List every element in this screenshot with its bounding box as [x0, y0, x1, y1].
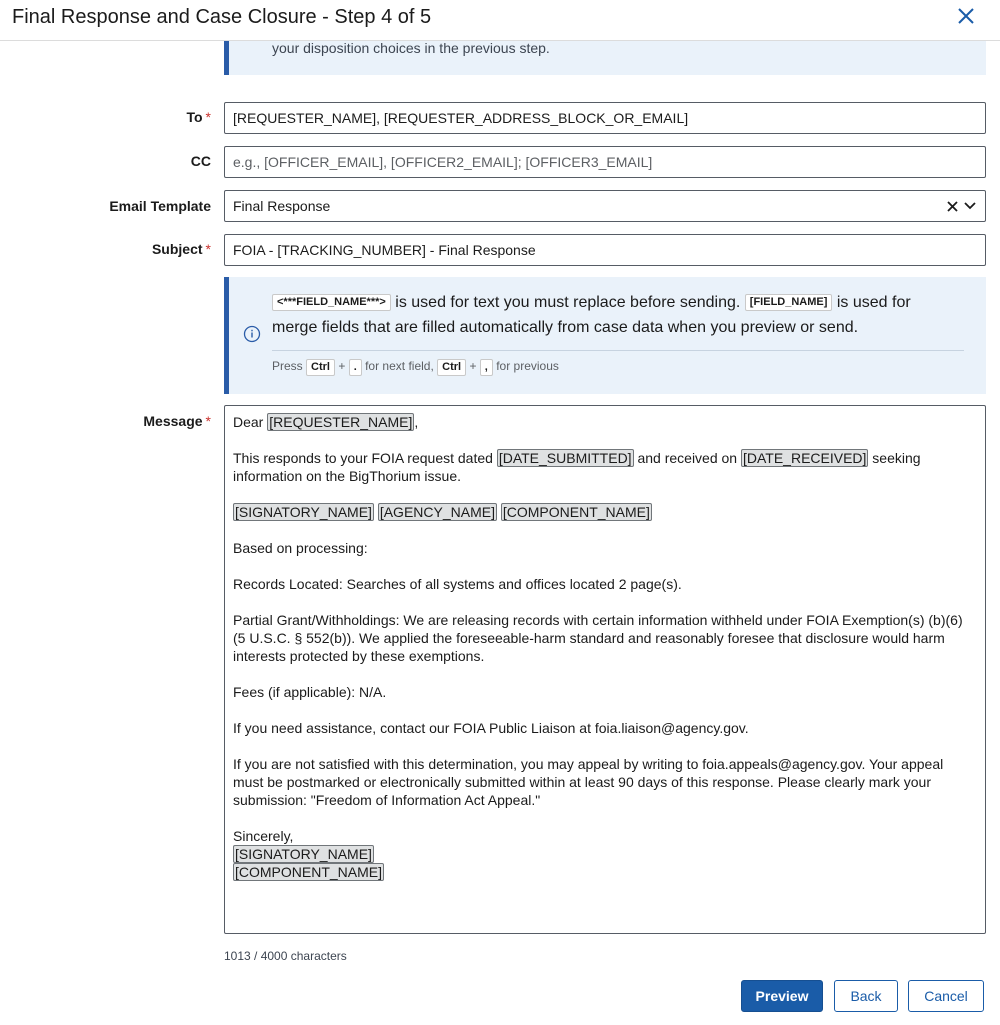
- divider: [272, 350, 964, 351]
- close-icon: [956, 6, 976, 26]
- message-greeting: Dear [REQUESTER_NAME] ,: [233, 414, 419, 430]
- info-icon: [243, 325, 261, 343]
- required-marker: *: [205, 413, 211, 429]
- dialog-header: [0, 0, 1000, 41]
- kbd-period: .: [349, 359, 362, 376]
- email-template-value: Final Response: [233, 198, 331, 214]
- message-paragraph: This responds to your FOIA request dated [DATE_SUBMITTED] and received on [DATE_RECEIVED] seeking information on the BigThorium issue.: [233, 450, 921, 484]
- disposition-alert: [224, 41, 986, 75]
- kbd-ctrl: Ctrl: [437, 359, 466, 376]
- merge-field[interactable]: [DATE_SUBMITTED]: [498, 450, 632, 466]
- message-paragraph: Based on processing:: [233, 540, 368, 556]
- merge-field[interactable]: [COMPONENT_NAME]: [235, 864, 383, 880]
- info-line-1: <***FIELD_NAME***> is used for text you must replace before sending. [FIELD_NAME] is used for: [272, 294, 911, 312]
- message-label: Message *: [143, 413, 211, 429]
- merge-token: [FIELD_NAME]: [745, 294, 833, 311]
- message-paragraph: Records Located: Searches of all systems and offices located 2 page(s).: [233, 576, 682, 592]
- merge-field[interactable]: [REQUESTER_NAME]: [269, 414, 413, 430]
- disposition-alert-text: your disposition choices in the previous step.: [272, 40, 550, 56]
- to-label: To *: [186, 109, 211, 125]
- keyboard-hint: Press Ctrl + . for next field, Ctrl + , for previous: [272, 359, 559, 376]
- message-signature: Sincerely, [SIGNATORY_NAME] [COMPONENT_NAME]: [233, 828, 383, 880]
- back-button[interactable]: Back: [834, 980, 898, 1012]
- message-paragraph: Partial Grant/Withholdings: We are releasing records with certain information withheld under FOIA Exemption(s) (b)(6) (5 U.S.C. § 552(b)). We applied the foreseeable-harm standard and reasonably foresee that disclosure would harm interests protected by these exemptions.: [233, 612, 963, 664]
- email-template-select[interactable]: [224, 190, 986, 222]
- required-marker: *: [205, 241, 211, 257]
- preview-button[interactable]: Preview: [741, 980, 823, 1012]
- merge-field[interactable]: [COMPONENT_NAME]: [502, 504, 650, 520]
- merge-field[interactable]: [SIGNATORY_NAME]: [235, 504, 372, 520]
- message-paragraph: If you need assistance, contact our FOIA Public Liaison at foia.liaison@agency.gov.: [233, 720, 749, 736]
- email-template-label: Email Template: [109, 198, 211, 214]
- message-editor[interactable]: [224, 405, 986, 934]
- kbd-comma: ,: [480, 359, 493, 376]
- merge-field[interactable]: [DATE_RECEIVED]: [742, 450, 867, 466]
- subject-label: Subject *: [151, 241, 211, 257]
- clear-icon[interactable]: [946, 200, 959, 213]
- chevron-down-icon[interactable]: [963, 201, 977, 211]
- merge-field-info: [224, 277, 986, 394]
- info-line-2: merge fields that are filled automatically from case data when you preview or send.: [272, 319, 859, 336]
- close-button[interactable]: [956, 6, 976, 26]
- message-paragraph: Fees (if applicable): N/A.: [233, 684, 387, 700]
- merge-field[interactable]: [AGENCY_NAME]: [379, 504, 495, 520]
- message-paragraph: [233, 503, 977, 521]
- kbd-ctrl: Ctrl: [306, 359, 335, 376]
- cc-label: CC: [190, 153, 211, 169]
- message-paragraph: If you are not satisfied with this determination, you may appeal by writing to foia.appeals@agency.gov. Your appeal must be postmarked or electronically submitted within at least 90 days of this response. Please clearly mark your submission: "Freedom of Information Act Appeal.": [233, 756, 944, 808]
- replace-token: <***FIELD_NAME***>: [272, 294, 391, 311]
- cancel-button[interactable]: Cancel: [908, 980, 984, 1012]
- required-marker: *: [205, 109, 211, 125]
- merge-field[interactable]: [SIGNATORY_NAME]: [235, 846, 372, 862]
- cc-field[interactable]: e.g., [OFFICER_EMAIL], [OFFICER2_EMAIL]; [OFFICER3_EMAIL]: [224, 146, 986, 178]
- dialog-title: Final Response and Case Closure - Step 4 of 5: [12, 6, 432, 28]
- to-field[interactable]: [REQUESTER_NAME], [REQUESTER_ADDRESS_BLOCK_OR_EMAIL]: [224, 102, 986, 134]
- subject-field[interactable]: FOIA - [TRACKING_NUMBER] - Final Response: [224, 234, 986, 266]
- character-count: 1013 / 4000 characters: [224, 949, 347, 963]
